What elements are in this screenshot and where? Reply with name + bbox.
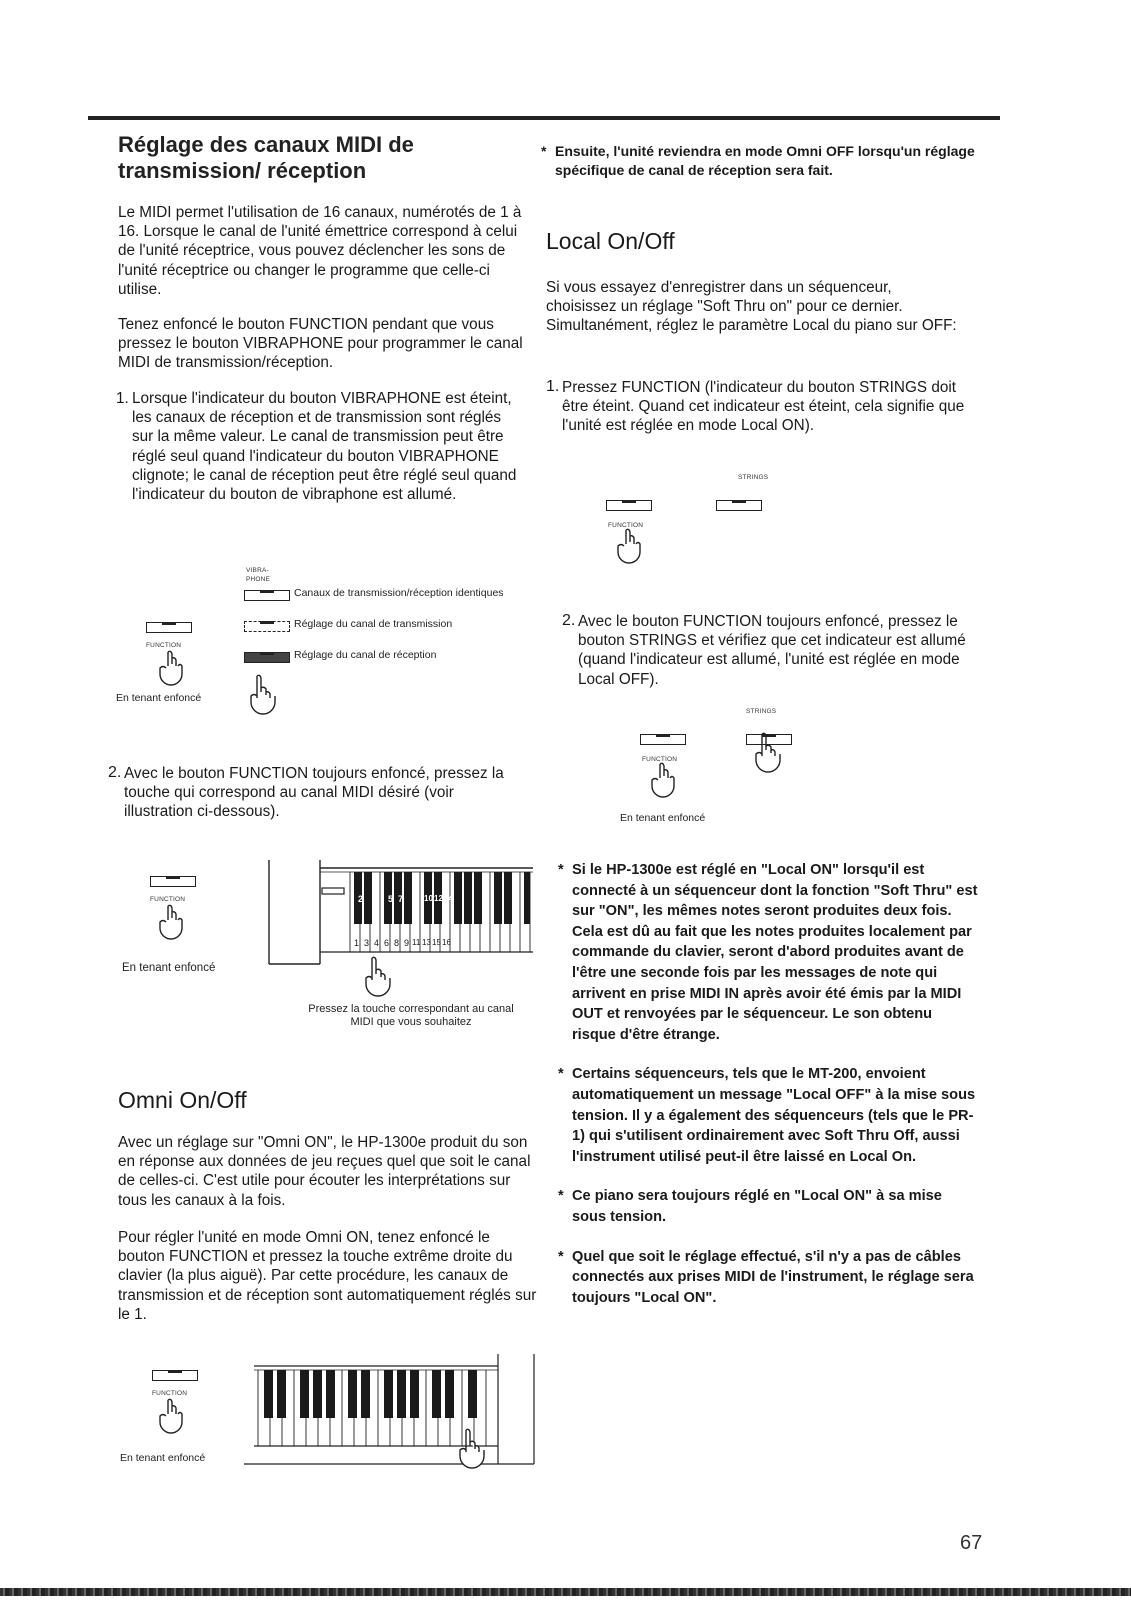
black-key-number: 7: [398, 894, 404, 904]
keyboard-illustration: [268, 858, 538, 968]
list-item-1: [546, 378, 967, 436]
top-rule: [88, 116, 1000, 120]
white-key-number: 4: [374, 938, 380, 948]
paragraph-omni-procedure: Pour régler l'unité en mode Omni ON, tenez enfoncé le bouton FUNCTION et pressez la touche extrême droite du clavier (la plus aiguë). Par cette procédure, les canaux de transmission et de réception sont automatiquement réglés sur le 1.: [118, 1229, 537, 1323]
figure-vibraphone-settings: [110, 562, 550, 732]
bullet-text: Ce piano sera toujours réglé en "Local ON" à sa mise sous tension.: [572, 1188, 942, 1225]
white-key-number: 11: [412, 938, 421, 947]
finger-press-icon: [648, 762, 678, 800]
white-key-number: 8: [394, 938, 400, 948]
paragraph-local-intro: Si vous essayez d'enregistrer dans un séquenceur, choisissez un réglage "Soft Thru on" pour ce dernier. Simultanément, réglez le paramètre Local du piano sur OFF:: [546, 279, 957, 335]
bullet-text: Ensuite, l'unité reviendra en mode Omni OFF lorsqu'un réglage spécifique de canal de réception sera fait.: [555, 143, 975, 178]
bullet-text: Si le HP-1300e est réglé en "Local ON" lorsqu'il est connecté à un séquenceur dont la fonction "Soft Thru" est sur "ON", les mêmes notes seront produites deux fois. Cela est dû au fait que les notes produites localement par commande du clavier, seront d'abord produites avant de l'être une seconde fois par les messages de note qui arrivent en prise MIDI IN après avoir été émis par la MIDI OUT et renvoyées par le séquenceur. Le son obtenu risque d'être étrange.: [572, 862, 978, 1043]
bullet-item: [558, 860, 978, 1045]
paragraph-midi-intro: Le MIDI permet l'utilisation de 16 canaux, numérotés de 1 à 16. Lorsque le canal de l'unité émettrice correspond à celui de l'unité réceptrice, vous pouvez déclencher les sons de l'unité réceptrice ou changer le programme que celle-ci utilise.: [118, 204, 522, 298]
list-item-2: [108, 764, 524, 822]
bullet-list: [558, 860, 978, 1308]
strings-button-icon: [716, 500, 762, 511]
white-key-number: 1: [354, 938, 360, 948]
function-label: FUNCTION: [152, 1390, 188, 1397]
white-key-number: 9: [404, 938, 410, 948]
function-label: FUNCTION: [608, 522, 644, 529]
vibraphone-label: VIBRA-PHONE: [246, 567, 271, 583]
finger-press-icon: [247, 674, 279, 718]
finger-press-icon: [752, 732, 784, 776]
black-key-number: 14: [444, 894, 453, 903]
list-item-1: [116, 389, 517, 504]
holding-caption: En tenant enfoncé: [116, 692, 202, 704]
bullet-mark: *: [558, 862, 564, 878]
list-number: 1.: [546, 378, 560, 395]
list-number: 1.: [116, 390, 129, 407]
bottom-rule: [0, 1588, 1131, 1596]
legend-transmit-channel: Réglage du canal de transmission: [294, 618, 453, 630]
bullet-text: Certains séquenceurs, tels que le MT-200, envoient automatiquement un message "Local OFF" à la mise sous tension. Il y a également des séquenceurs (tels que le PR-1) qui s'utilisent ordinairement avec Soft Thru Off, aussi l'instrument utilisé peut-il être laissé en Local On.: [572, 1066, 976, 1165]
paragraph-omni-on: Avec un réglage sur "Omni ON", le HP-1300e produit du son en réponse aux données de jeu reçues quel que soit le canal de celles-ci. C'est utile pour écouter les interprétations sur tous les canaux à la fois.: [118, 1134, 531, 1209]
list-number: 2.: [562, 612, 576, 629]
paragraph-function-vibraphone: Tenez enfoncé le bouton FUNCTION pendant que vous pressez le bouton VIBRAPHONE pour programmer le canal MIDI de transmission/réception.: [118, 316, 523, 372]
black-key-number: 2: [358, 894, 364, 904]
function-button-icon: [640, 734, 686, 745]
function-label: FUNCTION: [146, 642, 182, 649]
keyboard-caption: Pressez la touche correspondant au canal MIDI que vous souhaitez: [308, 1003, 514, 1028]
bullet-mark: *: [541, 143, 547, 159]
section-title-midi-channels: Réglage des canaux MIDI de transmission/ réception: [118, 132, 414, 183]
finger-press-icon: [156, 650, 186, 688]
legend-receive-channel: Réglage du canal de réception: [294, 649, 437, 661]
list-item-text: Lorsque l'indicateur du bouton VIBRAPHONE est éteint, les canaux de réception et de transmission sont réglés sur la même valeur. Le canal de transmission peut être réglé seul quand l'indicateur du bouton VIBRAPHONE clignote; le canal de réception peut être réglé seul quand l'indicateur du bouton de vibraphone est allumé.: [132, 390, 517, 504]
function-button-icon: [606, 500, 652, 511]
list-item-text: Avec le bouton FUNCTION toujours enfoncé, pressez la touche qui correspond au canal MIDI désiré (voir illustration ci-dessous).: [124, 765, 504, 821]
black-key-number: 10: [424, 894, 433, 903]
strings-label: STRINGS: [738, 474, 769, 481]
white-key-number: 15: [432, 938, 441, 947]
function-button-icon: [152, 1370, 198, 1381]
figure-omni-keyboard: [110, 1352, 550, 1492]
section-title-local: Local On/Off: [546, 228, 675, 254]
list-item-2: [562, 612, 973, 689]
finger-press-icon: [156, 1398, 186, 1436]
figure-keyboard-channels: [110, 858, 550, 1038]
bullet-item: [558, 1186, 978, 1227]
finger-press-icon: [362, 956, 394, 1000]
vibraphone-button-off-icon: [244, 590, 290, 601]
page-number: 67: [960, 1532, 983, 1554]
function-label: FUNCTION: [150, 896, 186, 903]
bullet-mark: *: [558, 1248, 564, 1265]
list-number: 2.: [108, 764, 122, 781]
bullet-text: Quel que soit le réglage effectué, s'il n'y a pas de câbles connectés aux prises MIDI de l'instrument, le réglage sera toujours "Local ON".: [572, 1248, 974, 1306]
function-button-icon: [146, 622, 192, 633]
black-key-number: 5: [388, 894, 394, 904]
keyboard-illustration: [244, 1352, 544, 1482]
figure-strings-on: [620, 702, 840, 842]
bullet-item: [558, 1064, 978, 1167]
strings-label: STRINGS: [746, 708, 777, 715]
list-item-text: Pressez FUNCTION (l'indicateur du bouton STRINGS doit être éteint. Quand cet indicateur est éteint, cela signifie que l'unité est réglée en mode Local ON).: [562, 379, 965, 435]
white-key-number: 6: [384, 938, 390, 948]
function-label: FUNCTION: [642, 756, 678, 763]
bullet-mark: *: [558, 1188, 564, 1205]
figure-strings-off: [590, 468, 810, 588]
white-key-number: 13: [422, 938, 431, 947]
bullet-item: [558, 1247, 978, 1309]
white-key-number: 16: [442, 938, 451, 947]
legend-identical-channels: Canaux de transmission/réception identiques: [294, 587, 504, 599]
bullet-mark: *: [558, 1066, 564, 1083]
bullet-omni-off: [541, 142, 985, 180]
holding-caption: En tenant enfoncé: [620, 812, 706, 824]
white-key-number: 3: [364, 938, 370, 948]
vibraphone-button-blinking-icon: [244, 621, 290, 632]
list-item-text: Avec le bouton FUNCTION toujours enfoncé, pressez le bouton STRINGS et vérifiez que cet indicateur est allumé (quand l'indicateur est allumé, l'unité est réglée en mode Local OFF).: [578, 613, 966, 688]
finger-press-icon: [614, 528, 644, 566]
vibraphone-button-on-icon: [244, 652, 290, 663]
holding-caption: En tenant enfoncé: [120, 1452, 206, 1464]
section-title-omni: Omni On/Off: [118, 1087, 247, 1113]
finger-press-icon: [156, 904, 186, 942]
function-button-icon: [150, 876, 196, 887]
black-key-number: 12: [434, 894, 443, 903]
holding-caption: En tenant enfoncé: [122, 962, 216, 974]
